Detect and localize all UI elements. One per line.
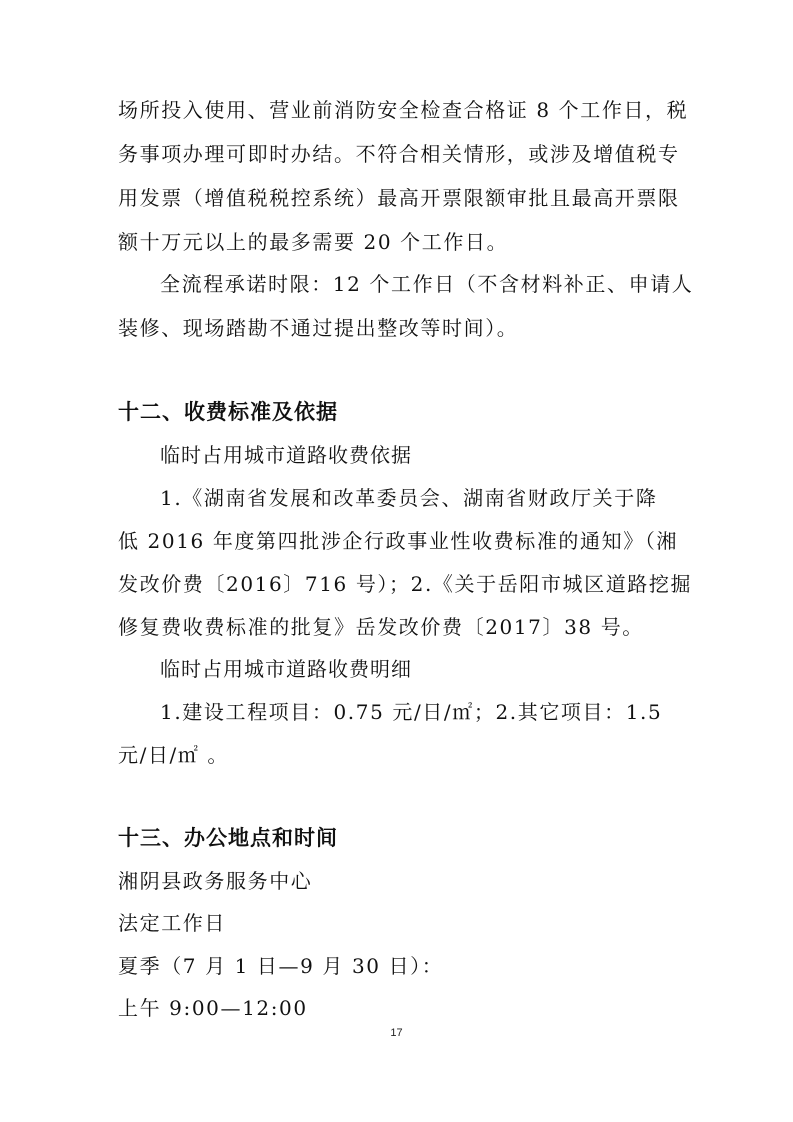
paragraph-line: 法定工作日 [118,911,226,935]
page-number: 17 [390,1027,403,1039]
paragraph-line: 元/日/㎡ 。 [118,743,230,767]
paragraph-line: 上午 9:00—12:00 [118,996,308,1020]
paragraph-line: 装修、现场踏勘不通过提出整改等时间）。 [118,316,519,340]
section-heading: 十三、办公地点和时间 [118,826,338,850]
paragraph-line: 湘阴县政务服务中心 [118,869,313,893]
paragraph-line: 额十万元以上的最多需要 20 个工作日。 [118,230,509,254]
paragraph-line: 务事项办理可即时办结。不符合相关情形，或涉及增值税专 [118,142,680,166]
paragraph-line: 夏季（7 月 1 日—9 月 30 日）： [118,954,444,978]
subsection-title: 临时占用城市道路收费明细 [160,657,412,681]
paragraph-line: 发改价费〔2016〕716 号）；2.《关于岳阳市城区道路挖掘 [118,572,693,596]
paragraph-line: 全流程承诺时限：12 个工作日（不含材料补正、申请人 [160,272,694,296]
paragraph-line: 低 2016 年度第四批涉企行政事业性收费标准的通知》（湘 [118,529,679,553]
paragraph-line: 1.《湖南省发展和改革委员会、湖南省财政厅关于降 [160,486,658,510]
paragraph-line: 1.建设工程项目：0.75 元/日/㎡；2.其它项目：1.5 [160,700,663,724]
paragraph-line: 修复费收费标准的批复》岳发改价费〔2017〕38 号。 [118,615,644,639]
section-heading: 十二、收费标准及依据 [118,400,338,424]
paragraph-line: 用发票（增值税税控系统）最高开票限额审批且最高开票限 [118,186,680,210]
subsection-title: 临时占用城市道路收费依据 [160,443,412,467]
paragraph-line: 场所投入使用、营业前消防安全检查合格证 8 个工作日，税 [118,98,689,122]
